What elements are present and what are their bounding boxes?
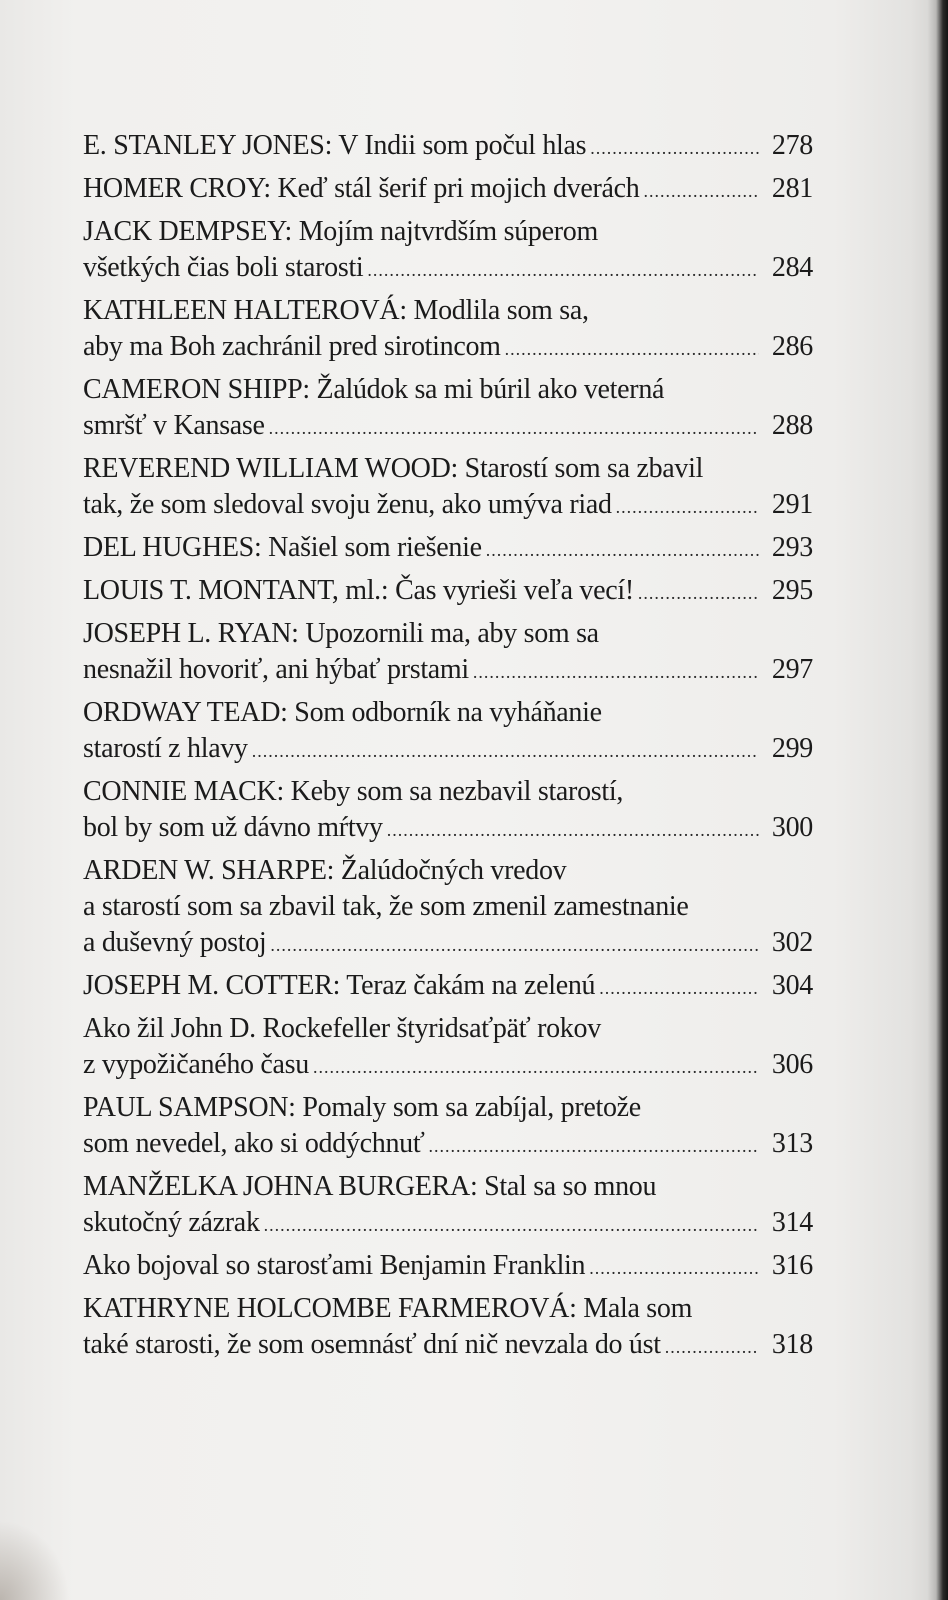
toc-entry-line [83, 329, 813, 365]
toc-entry-text: skutočný zázrak [83, 1207, 260, 1238]
toc-entry-line [83, 128, 813, 164]
toc-entry-line [83, 1205, 813, 1241]
toc-page-number: 304 [771, 970, 813, 1001]
toc-entry [83, 171, 813, 207]
dot-leader [505, 331, 759, 365]
dot-leader [599, 970, 759, 1004]
toc-entry-line [83, 1126, 813, 1162]
dot-leader [367, 252, 759, 286]
toc-entry-line [83, 810, 813, 846]
toc-entry-text: REVEREND WILLIAM WOOD: Starostí som sa zbavil [83, 453, 704, 484]
toc-page-number: 295 [771, 575, 813, 606]
toc-page-number: 288 [771, 410, 813, 441]
toc-entry [83, 451, 813, 523]
toc-entry-line [83, 530, 813, 566]
dot-leader [387, 812, 759, 846]
toc-entry-text: CAMERON SHIPP: Žalúdok sa mi búril ako veterná [83, 374, 665, 405]
toc-entry-line [83, 731, 813, 767]
toc-entry-line [83, 652, 813, 688]
toc-entry-line [83, 408, 813, 444]
toc-entry-text: Ako žil John D. Rockefeller štyridsaťpäť rokov [83, 1013, 601, 1044]
toc-entry [83, 1090, 813, 1162]
toc-entry-text: JOSEPH M. COTTER: Teraz čakám na zelenú [83, 970, 596, 1001]
toc-entry-text: také starosti, že som osemnásť dní nič nevzala do úst [83, 1329, 661, 1360]
toc-entry-line [83, 1011, 813, 1047]
toc-page-number: 286 [771, 331, 813, 362]
toc-entry-line [83, 889, 813, 925]
toc-entry-text: ARDEN W. SHARPE: Žalúdočných vredov [83, 855, 567, 886]
toc-entry-text: smršť v Kansase [83, 410, 265, 441]
toc-entry-line [83, 1047, 813, 1083]
page-corner-shadow [0, 1520, 70, 1600]
toc-entry-line [83, 695, 813, 731]
toc-entry-text: JACK DEMPSEY: Mojím najtvrdším súperom [83, 216, 598, 247]
toc-entry [83, 616, 813, 688]
toc-entry-line [83, 925, 813, 961]
toc-entry [83, 1248, 813, 1284]
toc-entry-line [83, 573, 813, 609]
toc-entry [83, 573, 813, 609]
dot-leader [269, 410, 759, 444]
toc-entry-text: a duševný postoj [83, 927, 267, 958]
dot-leader [473, 654, 759, 688]
toc-entry-text: bol by som už dávno mŕtvy [83, 812, 383, 843]
dot-leader [665, 1329, 759, 1363]
toc-entry-text: ORDWAY TEAD: Som odborník na vyháňanie [83, 697, 602, 728]
toc-entry-line [83, 250, 813, 286]
toc-entry-text: JOSEPH L. RYAN: Upozornili ma, aby som sa [83, 618, 599, 649]
dot-leader [264, 1207, 759, 1241]
toc-entry-line [83, 487, 813, 523]
toc-entry-line [83, 293, 813, 329]
toc-entry-text: LOUIS T. MONTANT, ml.: Čas vyrieši veľa vecí! [83, 575, 634, 606]
toc-entry [83, 128, 813, 164]
toc-entry-text: všetkých čias boli starosti [83, 252, 364, 283]
toc-page-number: 278 [771, 130, 813, 161]
toc-entry-line [83, 1248, 813, 1284]
dot-leader [616, 489, 759, 523]
toc-entry-line [83, 372, 813, 408]
dot-leader [589, 1250, 759, 1284]
toc-entry-text: z vypožičaného času [83, 1049, 309, 1080]
toc-entry-text: CONNIE MACK: Keby som sa nezbavil starostí, [83, 776, 624, 807]
toc-entry-line [83, 616, 813, 652]
dot-leader [643, 173, 759, 207]
toc-entry-text: nesnažil hovoriť, ani hýbať prstami [83, 654, 469, 685]
toc-entry-text: MANŽELKA JOHNA BURGERA: Stal sa so mnou [83, 1171, 657, 1202]
dot-leader [590, 130, 759, 164]
toc-page-number: 293 [771, 532, 813, 563]
toc-page-number: 318 [771, 1329, 813, 1360]
toc-entry [83, 1169, 813, 1241]
dot-leader [270, 927, 759, 961]
dot-leader [429, 1128, 759, 1162]
toc-entry [83, 774, 813, 846]
toc-entry-line [83, 774, 813, 810]
toc-entry [83, 853, 813, 961]
toc-entry-text: E. STANLEY JONES: V Indii som počul hlas [83, 130, 587, 161]
toc-page-number: 284 [771, 252, 813, 283]
toc-entry-line [83, 171, 813, 207]
toc-entry-text: aby ma Boh zachránil pred sirotincom [83, 331, 501, 362]
toc-page-number: 316 [771, 1250, 813, 1281]
toc-entry-line [83, 968, 813, 1004]
toc-page-number: 281 [771, 173, 813, 204]
toc-entry [83, 530, 813, 566]
toc-entry [83, 293, 813, 365]
toc-entry-text: tak, že som sledoval svoju ženu, ako umýva riad [83, 489, 612, 520]
toc-entry-line [83, 214, 813, 250]
toc-entry-line [83, 1327, 813, 1363]
toc-entry-text: PAUL SAMPSON: Pomaly som sa zabíjal, pretože [83, 1092, 641, 1123]
dot-leader [313, 1049, 759, 1083]
toc-entry-line [83, 1291, 813, 1327]
toc-entry [83, 372, 813, 444]
toc-entry-text: KATHLEEN HALTEROVÁ: Modlila som sa, [83, 295, 589, 326]
toc-entry [83, 968, 813, 1004]
toc-entry-text: starostí z hlavy [83, 733, 248, 764]
toc-entry-line [83, 1090, 813, 1126]
table-of-contents [83, 128, 813, 1370]
toc-entry [83, 1291, 813, 1363]
book-spine-edge [928, 0, 948, 1600]
toc-entry [83, 695, 813, 767]
toc-page-number: 314 [771, 1207, 813, 1238]
toc-entry-line [83, 853, 813, 889]
toc-entry-line [83, 451, 813, 487]
toc-page-number: 306 [771, 1049, 813, 1080]
toc-page-number: 313 [771, 1128, 813, 1159]
toc-entry [83, 214, 813, 286]
toc-page-number: 297 [771, 654, 813, 685]
toc-entry-text: som nevedel, ako si oddýchnuť [83, 1128, 425, 1159]
toc-page-number: 299 [771, 733, 813, 764]
toc-entry-text: Ako bojoval so starosťami Benjamin Franklin [83, 1250, 586, 1281]
toc-entry-text: KATHRYNE HOLCOMBE FARMEROVÁ: Mala som [83, 1293, 693, 1324]
dot-leader [252, 733, 759, 767]
toc-entry-line [83, 1169, 813, 1205]
dot-leader [486, 532, 759, 566]
toc-entry-text: a starostí som sa zbavil tak, že som zmenil zamestnanie [83, 891, 689, 922]
toc-page-number: 302 [771, 927, 813, 958]
toc-page-number: 300 [771, 812, 813, 843]
toc-entry-text: DEL HUGHES: Našiel som riešenie [83, 532, 482, 563]
toc-page-number: 291 [771, 489, 813, 520]
toc-entry [83, 1011, 813, 1083]
toc-entry-text: HOMER CROY: Keď stál šerif pri mojich dverách [83, 173, 640, 204]
dot-leader [638, 575, 759, 609]
